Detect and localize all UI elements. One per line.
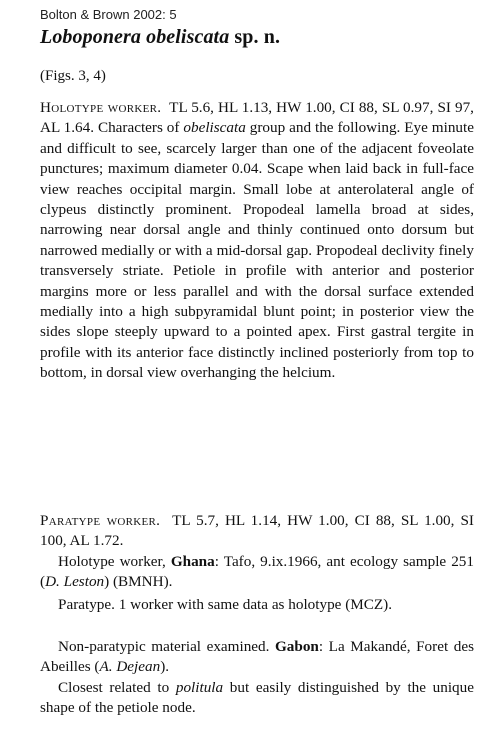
holotype-record-prefix: Holotype worker, [58, 553, 171, 570]
holotype-record-text2: ) (BMNH). [104, 573, 173, 591]
nonparatypic-record [40, 637, 474, 678]
closest-text1: Closest related to [58, 679, 176, 696]
holotype-record [40, 552, 474, 593]
holotype-country: Ghana [170, 553, 215, 570]
species-title [40, 26, 280, 49]
holotype-desc-part2: group and the following. Eye minute and difficult to see, scarcely larger than one of the adjacent foveolate punctures; maximum diameter 0.04. Scape when laid back in full-face view reaches occipital margin. Small lobe at anterolateral angle of clypeus distinctly prominent. Propodeal lamella broad at sides, narrowing near dorsal angle and thinly continued onto dorsum but narrowed medially or with a mid-dorsal gap. Propodeal declivity finely transversely striate. Petiole in profile with anterior and posterior margins more or less parallel and with the dorsal surface extended medially into a high subpyramidal blunt point; in posterior view the sides slope steeply upward to a pointed apex. First gastral tergite in profile with its anterior face distinctly inclined posteriorly from top to bottom, in dorsal view overhanging the helcium. [40, 119, 474, 382]
figure-reference: (Figs. 3, 4) [40, 68, 106, 84]
holotype-label: Holotype worker. [40, 99, 162, 116]
paratype-record: Paratype. 1 worker with same data as holotype (MCZ). [58, 596, 393, 613]
holotype-collector: D. Leston [45, 573, 105, 591]
paratype-measurements: TL 5.7, HL 1.14, HW 1.00, CI 88, SL 1.00, SI 100, AL 1.72. [40, 512, 474, 550]
holotype-description [40, 98, 474, 384]
holotype-desc-part1: Characters of [97, 119, 184, 137]
paratype-label: Paratype worker. [40, 512, 161, 529]
nonparatypic-prefix: Non-paratypic material examined. [58, 638, 275, 655]
closest-relation [40, 678, 474, 719]
paratype-description [40, 511, 474, 552]
nonparatypic-text1: : La Makandé, Foret des Abeilles ( [40, 638, 474, 676]
nonparatypic-text2: ). [160, 658, 170, 676]
closest-text2: but easily distinguished by the unique shape of the petiole node. [40, 679, 474, 717]
species-name: Loboponera obeliscata [40, 26, 230, 48]
holotype-record-text1: : Tafo, 9.ix.1966, ant ecology sample 251 ( [40, 553, 474, 591]
citation-header: Bolton & Brown 2002: 5 [40, 7, 177, 22]
nonparatypic-country: Gabon [274, 638, 319, 655]
group-name: obeliscata [183, 119, 246, 137]
species-status: sp. n. [229, 26, 281, 48]
related-species: politula [175, 679, 224, 696]
nonparatypic-collector: A. Dejean [99, 658, 161, 676]
holotype-measurements: TL 5.6, HL 1.13, HW 1.00, CI 88, SL 0.97, SI 97, AL 1.64. [40, 99, 474, 137]
